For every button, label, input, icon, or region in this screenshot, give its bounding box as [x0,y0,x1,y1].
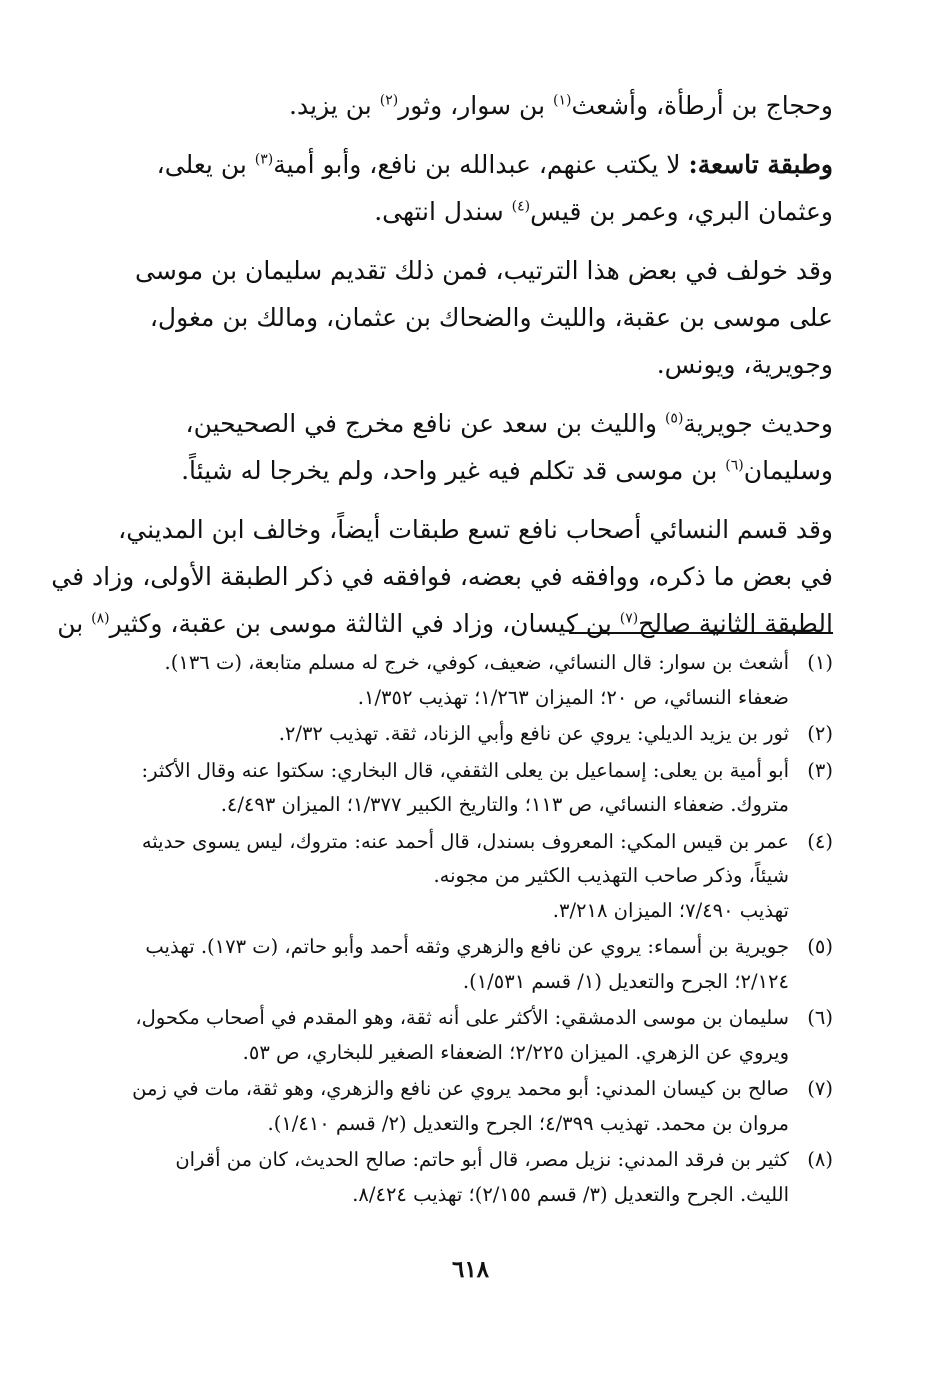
footnote-7 [105,1072,833,1141]
footnote-ref-5[interactable]: (٥) [664,410,684,427]
text-line: وحديث جويرية$^{(٥)}$ والليث بن سعد عن نافع مخرج في الصحيحين، [185,409,833,438]
page-number: ٦١٨ [451,1256,490,1283]
footnote-line: شيئاً، وذكر صاحب التهذيب الكثير من مجونه. [433,864,789,887]
footnote-line: صالح بن كيسان المدني: أبو محمد يروي عن نافع والزهري، وهو ثقة، مات في زمن [132,1077,789,1100]
footnote-2 [105,717,833,752]
text-line: وسليمان$^{(٦)}$ بن موسى قد تكلم فيه غير واحد، ولم يخرجا له شيئاً. [181,456,833,485]
paragraph-4 [107,400,833,494]
section-heading: وطبقة تاسعة: [688,150,833,179]
paragraph-2 [107,141,833,235]
text-line: وطبقة تاسعة: لا يكتب عنهم، عبدالله بن نافع، وأبو أمية$^{(٣)}$ بن يعلى، [156,150,833,179]
footnote-1 [105,646,833,715]
footnote-number: (٤) [807,829,833,853]
footnote-line: متروك. ضعفاء النسائي، ص ١١٣؛ والتاريخ الكبير ١/٣٧٧؛ الميزان ٤/٤٩٣. [220,793,789,816]
footnote-number: (٧) [807,1077,833,1100]
footnote-line: عمر بن قيس المكي: المعروف بسندل، قال أحمد عنه: متروك، ليس يسوى حديثه [141,829,789,853]
footnote-number: (٨) [807,1148,833,1171]
footnote-number: (٢) [807,722,833,745]
footnote-ref-1[interactable]: (١) [553,92,572,109]
text-line: وجويرية، ويونس. [656,350,833,379]
footnote-line: ضعفاء النسائي، ص ٢٠؛ الميزان ١/٢٦٣؛ تهذيب ١/٣٥٢. [357,685,789,709]
footnote-number: (٥) [807,935,833,958]
text-line: وقد خولف في بعض هذا الترتيب، فمن ذلك تقديم سليمان بن موسى [135,256,833,285]
paragraph-5 [51,506,833,647]
footnote-line: جويرية بن أسماء: يروي عن نافع والزهري وثقه أحمد وأبو حاتم، (ت ١٧٣). تهذيب [145,935,789,958]
footnote-line: كثير بن فرقد المدني: نزيل مصر، قال أبو حاتم: صالح الحديث، كان من أقران [175,1148,789,1171]
footnote-ref-3[interactable]: (٣) [254,151,274,168]
footnote-3 [105,754,833,823]
footnote-4 [105,825,833,929]
footnote-line: أبو أمية بن يعلى: إسماعيل بن يعلى الثقفي، قال البخاري: سكتوا عنه وقال الأكثر: [141,758,789,782]
footnote-line: ويروي عن الزهري. الميزان ٢/٢٢٥؛ الضعفاء الصغير للبخاري، ص ٥٣. [242,1040,789,1064]
footnote-divider [569,632,833,634]
footnote-6 [105,1001,833,1070]
main-text [51,82,833,659]
text-line: الطبقة الثانية صالح$^{(٧)}$ بن كيسان، وزاد في الثالثة موسى بن عقبة، وكثير$^{(٨)}$ بن [57,609,833,638]
footnote-line: مروان بن محمد. تهذيب ٤/٣٩٩؛ الجرح والتعديل (٢/ قسم ١/٤١٠). [267,1111,789,1135]
footnote-ref-7[interactable]: (٧) [619,610,639,627]
footnote-ref-6[interactable]: (٦) [725,457,744,474]
footnote-8 [105,1143,833,1212]
footnote-ref-4[interactable]: (٤) [511,198,531,215]
footnote-line: تهذيب ٧/٤٩٠؛ الميزان ٣/٢١٨. [552,898,789,922]
footnote-ref-8[interactable]: (٨) [91,610,110,627]
footnote-line: ٢/١٢٤؛ الجرح والتعديل (١/ قسم ١/٥٣١). [462,969,789,993]
text-line: وقد قسم النسائي أصحاب نافع تسع طبقات أيضاً، وخالف ابن المديني، [118,515,833,544]
footnote-number: (٦) [807,1006,833,1029]
footnote-line: ثور بن يزيد الديلي: يروي عن نافع وأبي الزناد، ثقة. تهذيب ٢/٣٢. [278,722,789,745]
footnote-number: (٣) [807,758,833,782]
footnote-line: الليث. الجرح والتعديل (٣/ قسم ٢/١٥٥)؛ تهذيب ٨/٤٢٤. [352,1182,789,1206]
paragraph-3 [107,247,833,388]
text-line: في بعض ما ذكره، ووافقه في بعضه، فوافقه في ذكر الطبقة الأولى، وزاد في [51,562,833,591]
text-line: وحجاج بن أرطأة، وأشعث$^{(١)}$ بن سوار، وثور$^{(٢)}$ بن يزيد. [289,91,833,120]
footnote-number: (١) [807,651,833,674]
paragraph-1 [107,82,833,129]
footnotes [105,646,833,1214]
footnote-5 [105,930,833,999]
text-line: وعثمان البري، وعمر بن قيس$^{(٤)}$ سندل انتهى. [374,197,833,226]
footnote-ref-2[interactable]: (٢) [379,92,399,109]
text-line: على موسى بن عقبة، والليث والضحاك بن عثمان، ومالك بن مغول، [149,303,833,332]
footnote-line: سليمان بن موسى الدمشقي: الأكثر على أنه ثقة، وهو المقدم في أصحاب مكحول، [135,1006,789,1029]
footnote-line: أشعث بن سوار: قال النسائي، ضعيف، كوفي، خرج له مسلم متابعة، (ت ١٣٦). [164,651,789,674]
